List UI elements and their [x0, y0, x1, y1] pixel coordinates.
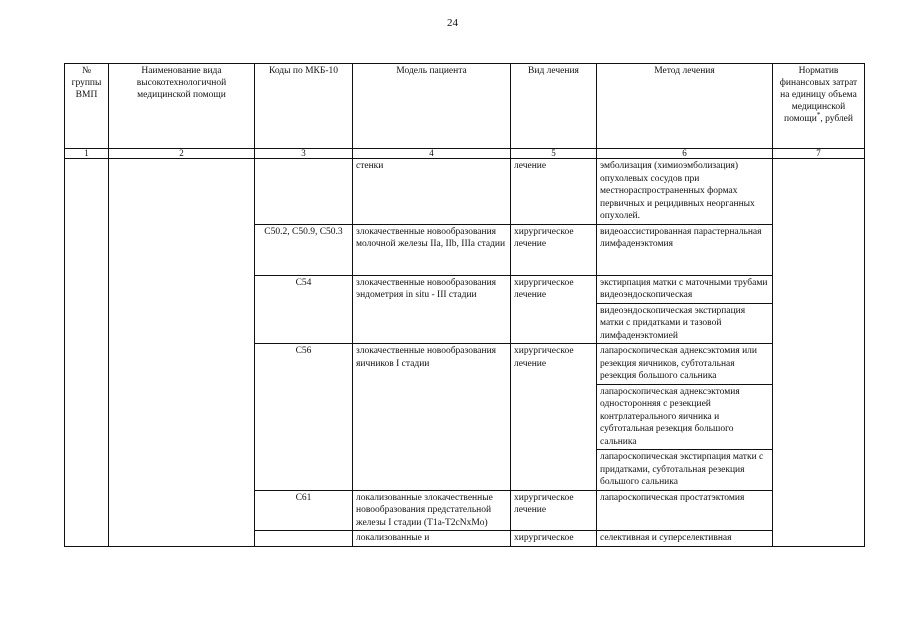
patient-model-cell: злокачественные новообразования молочной железы IIa, IIb, IIIa стадии: [353, 224, 511, 275]
treatment-method-cell: селективная и суперселективная: [597, 531, 773, 547]
column-number: 4: [353, 149, 511, 159]
column-number: 2: [109, 149, 255, 159]
icd-code-cell: C56: [255, 344, 353, 491]
treatment-method-cell: видеоэндоскопическая экстирпация матки с придатками и тазовой лимфаденэктомией: [597, 303, 773, 344]
treatment-method-cell: лапароскопическая аднексэктомия односторонняя с резекцией контрлатерального яичника и субтотальная резекция большого сальника: [597, 384, 773, 450]
header-patient-model: Модель пациента: [353, 64, 511, 149]
column-number: 5: [511, 149, 597, 159]
icd-code-cell: C50.2, C50.9, C50.3: [255, 224, 353, 275]
icd-code-cell: C54: [255, 275, 353, 344]
icd-code-cell: [255, 159, 353, 225]
treatment-type-cell: лечение: [511, 159, 597, 225]
patient-model-cell: локализованные злокачественные новообразования предстательной железы I стадии (T1a-T2cNxMo): [353, 490, 511, 531]
column-number: 7: [773, 149, 865, 159]
care-type-cell: [109, 159, 255, 547]
treatment-method-cell: видеоассистированная парастернальная лимфаденэктомия: [597, 224, 773, 275]
header-cost-norm-text: Норматив финансовых затрат на единицу объема медицинской помощи: [779, 66, 858, 124]
header-group-number: № группы ВМП: [65, 64, 109, 149]
treatment-type-cell: хирургическое лечение: [511, 490, 597, 531]
treatment-method-cell: лапароскопическая аднексэктомия или резекция яичников, субтотальная резекция большого сальника: [597, 344, 773, 385]
treatment-type-cell: хирургическое лечение: [511, 344, 597, 491]
treatment-type-cell: хирургическое: [511, 531, 597, 547]
header-treatment-type: Вид лечения: [511, 64, 597, 149]
treatment-method-cell: экстирпация матки с маточными трубами видеоэндоскопическая: [597, 275, 773, 303]
footnote-mark: *: [816, 110, 821, 119]
patient-model-cell: злокачественные новообразования яичников I стадии: [353, 344, 511, 491]
vmp-table: [64, 63, 865, 547]
group-number-cell: [65, 159, 109, 547]
column-number: 1: [65, 149, 109, 159]
treatment-method-cell: лапароскопическая экстирпация матки с придатками, субтотальная резекция большого сальника: [597, 450, 773, 491]
header-cost-norm: [773, 64, 865, 149]
patient-model-cell: злокачественные новообразования эндометрия in situ - III стадии: [353, 275, 511, 344]
column-number: 6: [597, 149, 773, 159]
page-number: 24: [447, 17, 458, 29]
patient-model-cell: локализованные и: [353, 531, 511, 547]
treatment-method-cell: эмболизация (химиоэмболизация) опухолевых сосудов при местнораспространенных формах первичных и рецидивных неорганных опухолей.: [597, 159, 773, 225]
header-treatment-method: Метод лечения: [597, 64, 773, 149]
treatment-method-cell: лапароскопическая простатэктомия: [597, 490, 773, 531]
icd-code-cell: C61: [255, 490, 353, 531]
treatment-type-cell: хирургическое лечение: [511, 275, 597, 344]
cost-norm-cell: [773, 159, 865, 547]
patient-model-cell: стенки: [353, 159, 511, 225]
header-care-type: Наименование вида высокотехнологичной медицинской помощи: [109, 64, 255, 149]
header-icd-codes: Коды по МКБ-10: [255, 64, 353, 149]
column-number: 3: [255, 149, 353, 159]
header-cost-norm-unit: , рублей: [820, 114, 853, 124]
treatment-type-cell: хирургическое лечение: [511, 224, 597, 275]
icd-code-cell: [255, 531, 353, 547]
